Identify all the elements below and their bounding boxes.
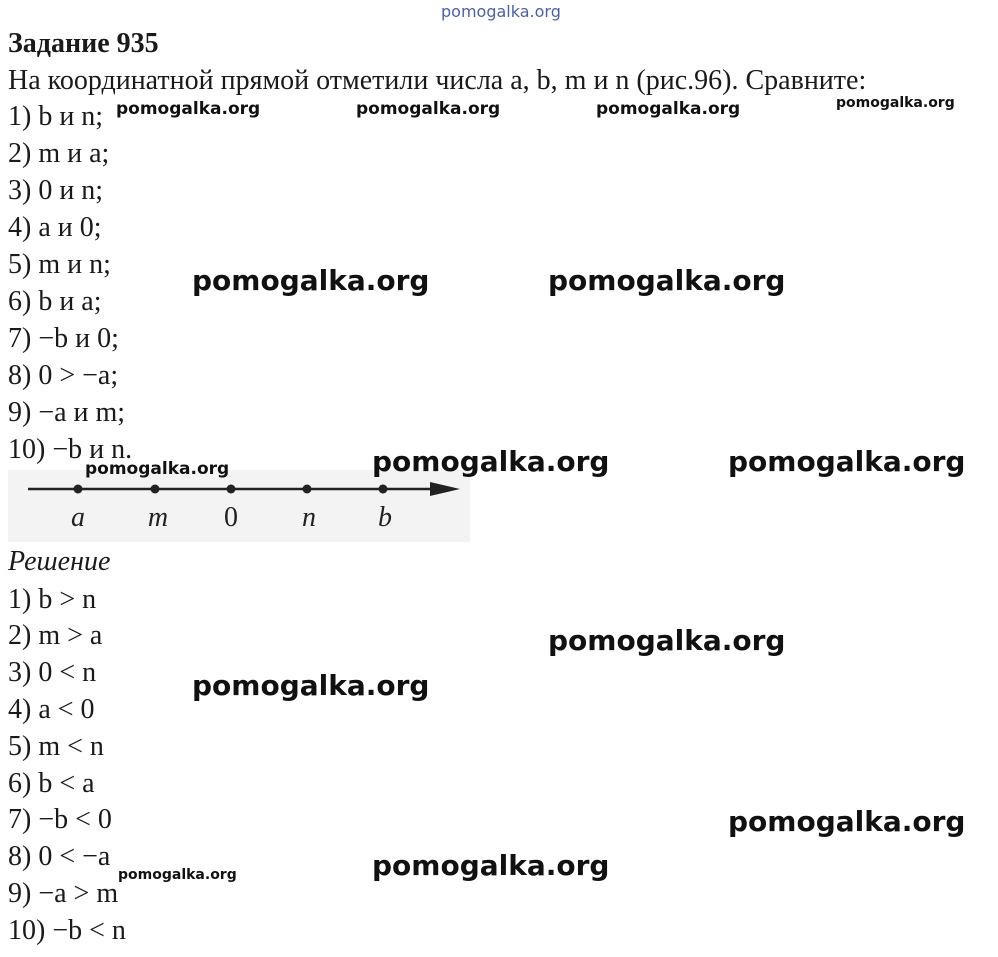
label-n: n — [302, 502, 316, 533]
watermark: pomogalka.org — [728, 445, 966, 478]
task-item-4: 4) a и 0; — [8, 212, 102, 243]
solution-item-4: 4) a < 0 — [8, 694, 95, 725]
solution-item-2: 2) m > a — [8, 620, 103, 651]
watermark: pomogalka.org — [85, 459, 230, 479]
solution-item-10: 10) −b < n — [8, 915, 126, 946]
point-m — [151, 485, 160, 494]
watermark: pomogalka.org — [596, 99, 741, 119]
point-a — [74, 485, 83, 494]
task-item-2: 2) m и a; — [8, 138, 110, 169]
task-item-3: 3) 0 и n; — [8, 175, 104, 206]
watermark: pomogalka.org — [192, 264, 430, 297]
task-item-1: 1) b и n; — [8, 101, 104, 132]
watermark-top: pomogalka.org — [441, 2, 561, 21]
task-title: Задание 935 — [8, 28, 159, 59]
watermark: pomogalka.org — [548, 264, 786, 297]
watermark: pomogalka.org — [356, 99, 501, 119]
task-item-6: 6) b и a; — [8, 286, 102, 317]
task-item-10: 10) −b и n. — [8, 434, 133, 465]
solution-item-7: 7) −b < 0 — [8, 804, 112, 835]
watermark: pomogalka.org — [372, 445, 610, 478]
label-m: m — [147, 502, 169, 533]
watermark: pomogalka.org — [192, 669, 430, 702]
number-line-arrow — [430, 482, 460, 496]
task-item-8: 8) 0 > −a; — [8, 360, 119, 391]
label-b: b — [378, 502, 392, 533]
solution-item-3: 3) 0 < n — [8, 657, 97, 688]
watermark: pomogalka.org — [728, 805, 966, 838]
solution-heading: Решение — [8, 546, 111, 577]
number-line-svg — [8, 470, 470, 542]
point-b — [379, 485, 388, 494]
number-line-figure — [8, 470, 470, 542]
point-0 — [227, 485, 236, 494]
watermark: pomogalka.org — [548, 624, 786, 657]
task-item-7: 7) −b и 0; — [8, 323, 119, 354]
task-statement: На координатной прямой отметили числа a, b, m и n (рис.96). Сравните: — [8, 65, 867, 96]
label-a: a — [71, 502, 85, 533]
solution-item-5: 5) m < n — [8, 731, 104, 762]
watermark: pomogalka.org — [372, 849, 610, 882]
solution-item-9: 9) −a > m — [8, 878, 119, 909]
solution-item-6: 6) b < a — [8, 768, 95, 799]
watermark: pomogalka.org — [118, 867, 237, 883]
watermark: pomogalka.org — [116, 99, 261, 119]
label-0: 0 — [224, 502, 238, 533]
task-item-9: 9) −a и m; — [8, 397, 126, 428]
solution-item-1: 1) b > n — [8, 584, 97, 615]
point-n — [303, 485, 312, 494]
watermark: pomogalka.org — [836, 95, 955, 111]
solution-item-8: 8) 0 < −a — [8, 841, 111, 872]
task-item-5: 5) m и n; — [8, 249, 111, 280]
